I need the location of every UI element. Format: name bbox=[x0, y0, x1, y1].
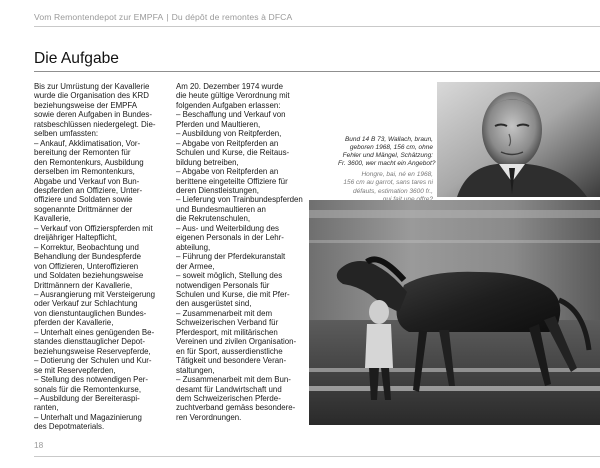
text-line: – Abgabe von Reitpferden an bbox=[176, 167, 279, 177]
caption-german bbox=[338, 136, 436, 168]
text-line: – Dotierung der Schulen und Kur- bbox=[34, 356, 152, 366]
text-line: Schulen und Kurse, die mit Pfer- bbox=[176, 289, 290, 299]
caption-french bbox=[338, 171, 433, 203]
bottom-rule bbox=[34, 456, 600, 457]
text-line: derselben im Remontenkurs, bbox=[34, 167, 135, 177]
text-line: – Lieferung von Trainbundespferden bbox=[176, 195, 303, 205]
text-line: – Unterhalt und Magazinierung bbox=[34, 412, 142, 422]
text-line: berittene eingeteilte Offiziere für bbox=[176, 176, 288, 186]
text-line: 156 cm au garrot, sans tares ni bbox=[343, 179, 433, 187]
text-line: Schulen und Kurse, die Reitaus- bbox=[176, 148, 290, 158]
text-line: eigenen Personals in der Lehr- bbox=[176, 233, 284, 243]
text-line: Behandlung der Bundespferde bbox=[34, 252, 142, 262]
text-line: – Beschaffung und Verkauf von bbox=[176, 110, 286, 120]
text-line: notwendigen Personals für bbox=[176, 280, 270, 290]
text-line: – Stellung des notwendigen Per- bbox=[34, 375, 149, 385]
text-line: Fr. 3600, wer macht ein Angebot? bbox=[338, 160, 436, 168]
text-line: dreijähriger Haltepflicht, bbox=[34, 233, 117, 243]
text-line: – Ausbildung der Bereiteraspi- bbox=[34, 393, 140, 403]
text-line: Drittmännern der Kavallerie, bbox=[34, 280, 133, 290]
text-line: die Rekrutenschulen, bbox=[176, 214, 251, 224]
text-line: sonals für die Remontenkurse, bbox=[34, 384, 142, 394]
text-line: – Führung der Pferdekuranstalt bbox=[176, 252, 286, 262]
text-line: desamt für Landwirtschaft und bbox=[176, 384, 282, 394]
text-line: wurde die Organisation des KRD bbox=[34, 91, 149, 101]
header-french: Du dépôt de remontes à DFCA bbox=[171, 12, 293, 22]
text-line: geboren 1968, 156 cm, ohne bbox=[349, 144, 433, 152]
text-line: die heute gültige Verordnung mit bbox=[176, 91, 290, 101]
text-line: offiziere und Soldaten sowie bbox=[34, 195, 133, 205]
text-line: – Korrektur, Beobachtung und bbox=[34, 242, 139, 252]
text-line: pferden der Kavallerie, bbox=[34, 318, 114, 328]
text-line: von Offizieren, Unteroffizieren bbox=[34, 261, 139, 271]
text-line: Tätigkeit und besondere Veran- bbox=[176, 356, 287, 366]
text-line: despferden an Offiziere, Unter- bbox=[34, 185, 143, 195]
text-line: folgenden Aufgaben erlassen: bbox=[176, 100, 281, 110]
text-line: staltungen, bbox=[176, 365, 215, 375]
text-line: beziehungsweise Reservepferde, bbox=[34, 346, 151, 356]
text-line: des Depotmaterials. bbox=[34, 422, 105, 432]
header-german: Vom Remontendepot zur EMPFA bbox=[34, 12, 164, 22]
text-line: Vereinen und zivilen Organisation- bbox=[176, 337, 297, 347]
portrait-photo bbox=[437, 82, 600, 197]
title-rule bbox=[34, 71, 600, 72]
text-line: standes diensttauglicher Depot- bbox=[34, 337, 145, 347]
text-line: – Zusammenarbeit mit dem Bun- bbox=[176, 375, 291, 385]
text-line: – Unterhalt eines genügenden Be- bbox=[34, 327, 155, 337]
text-line: bildung betreiben, bbox=[176, 157, 239, 167]
text-line: beziehungsweise der EMPFA bbox=[34, 100, 138, 110]
text-line: ren Verordnungen. bbox=[176, 412, 242, 422]
text-line: und Bundesmaultieren an bbox=[176, 204, 266, 214]
text-line: Pferden und Maultieren, bbox=[176, 119, 261, 129]
text-line: ratsbeschlüssen niedergelegt. Die- bbox=[34, 119, 156, 129]
horse-image bbox=[309, 200, 600, 425]
text-line: Am 20. Dezember 1974 wurde bbox=[176, 82, 284, 91]
page-number: 18 bbox=[34, 440, 44, 450]
text-line: Bund 14 B 73, Wallach, braun, bbox=[344, 136, 433, 143]
text-line: défauts, estimation 3600 fr., bbox=[353, 187, 433, 195]
text-column-left bbox=[34, 82, 174, 432]
text-line: Bis zur Umrüstung der Kavallerie bbox=[34, 82, 150, 91]
text-line: Schweizerischen Verband für bbox=[176, 318, 279, 328]
page-title: Die Aufgabe bbox=[34, 50, 119, 67]
top-rule bbox=[34, 26, 600, 27]
text-line: – soweit möglich, Stellung des bbox=[176, 271, 283, 281]
text-line: Pferdesport, mit militärischen bbox=[176, 327, 278, 337]
text-line: und Soldaten beziehungsweise bbox=[34, 271, 144, 281]
header-separator: | bbox=[166, 12, 169, 22]
text-line: sowie deren Aufgaben in Bundes- bbox=[34, 110, 153, 120]
text-line: deren Dienstleistungen, bbox=[176, 185, 259, 195]
text-line: dem Schweizerischen Pferde- bbox=[176, 393, 281, 403]
horse-photo bbox=[309, 200, 600, 425]
text-line: abteilung, bbox=[176, 242, 211, 252]
text-line: Kavallerie, bbox=[34, 214, 71, 224]
text-line: von dienstuntauglichen Bundes- bbox=[34, 308, 147, 318]
text-line: bereitung der Remonten für bbox=[34, 148, 131, 158]
text-line: den Remontenkurs, Ausbildung bbox=[34, 157, 144, 167]
text-line: – Ausbildung von Reitpferden, bbox=[176, 129, 282, 139]
text-line: sogenannte Drittmänner der bbox=[34, 204, 133, 214]
text-line: se mit Reservepferden, bbox=[34, 365, 116, 375]
text-column-middle bbox=[176, 82, 306, 422]
text-line: den ausgerüstet sind, bbox=[176, 299, 252, 309]
running-header bbox=[34, 12, 292, 22]
text-line: selben umfassten: bbox=[34, 129, 99, 139]
text-line: – Zusammenarbeit mit dem bbox=[176, 308, 273, 318]
photo-caption bbox=[338, 136, 436, 204]
text-line: – Aus- und Weiterbildung des bbox=[176, 223, 279, 233]
text-line: – Ausrangierung mit Versteigerung bbox=[34, 289, 156, 299]
text-line: ranten, bbox=[34, 403, 59, 413]
text-line: der Armee, bbox=[176, 261, 215, 271]
text-line: Fehler und Mängel, Schätzung: bbox=[342, 152, 433, 160]
text-line: Hongre, bai, né en 1968, bbox=[361, 171, 433, 179]
text-line: – Verkauf von Offizierspferden mit bbox=[34, 223, 153, 233]
text-line: zuchtverband gemäss besondere- bbox=[176, 403, 296, 413]
text-line: – Abgabe von Reitpferden an bbox=[176, 138, 279, 148]
portrait-image bbox=[437, 82, 600, 197]
text-line: Abgabe und Verkauf von Bun- bbox=[34, 176, 140, 186]
text-line: oder Verkauf zur Schlachtung bbox=[34, 299, 138, 309]
text-line: en für Sport, ausserdienstliche bbox=[176, 346, 283, 356]
text-line: – Ankauf, Akklimatisation, Vor- bbox=[34, 138, 141, 148]
